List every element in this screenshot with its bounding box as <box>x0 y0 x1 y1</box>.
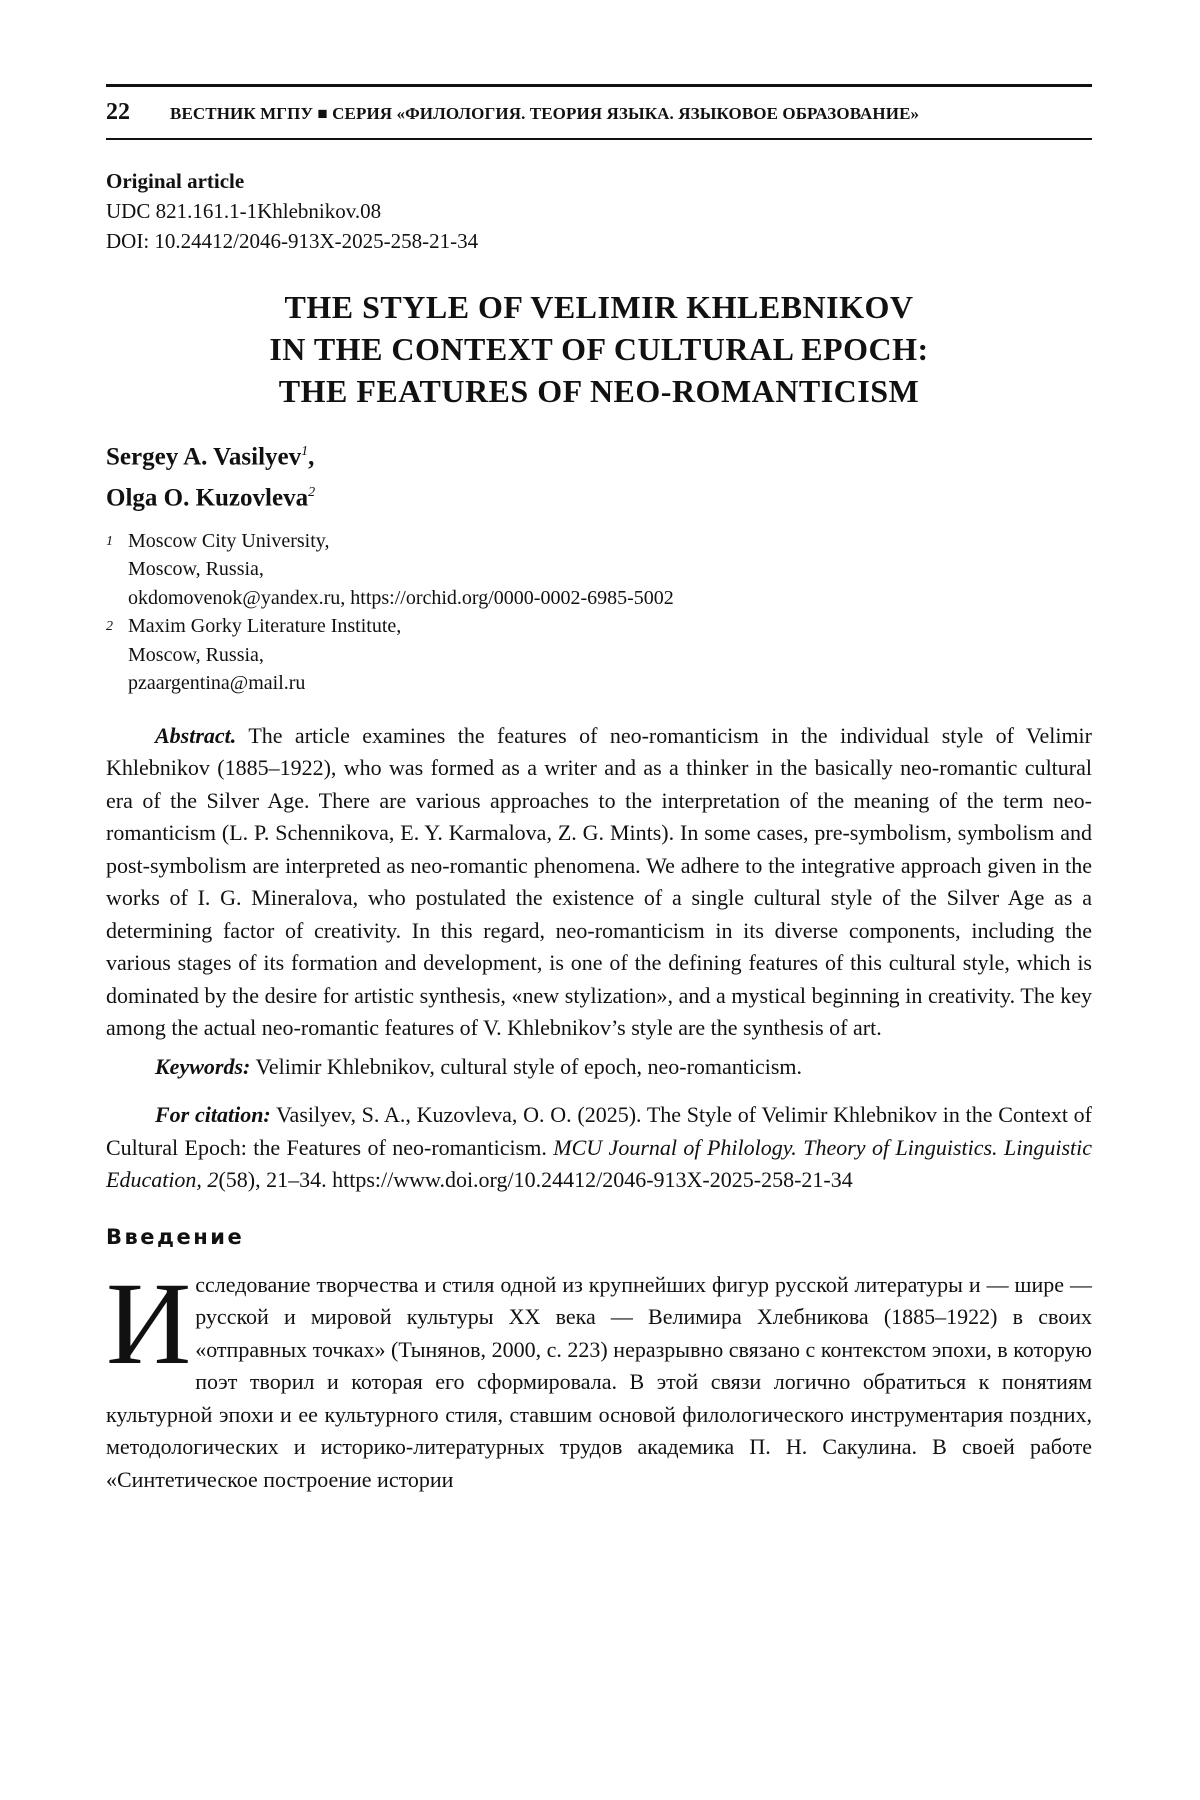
citation-text-end: (58), 21–34. https://www.doi.org/10.24412/2046-913X-2025-258-21-34 <box>218 1167 853 1193</box>
page-number: 22 <box>106 99 130 125</box>
affiliation-mark: 2 <box>106 619 113 635</box>
affiliation <box>106 612 1092 698</box>
title-line: THE STYLE OF VELIMIR KHLEBNIKOV <box>284 289 914 325</box>
author <box>106 434 1092 475</box>
author-separator: , <box>308 443 315 471</box>
affiliation-line: Moscow City University, <box>128 529 330 552</box>
affiliation-line: Moscow, Russia, <box>128 558 264 581</box>
article-title <box>106 286 1092 412</box>
affiliation-line: Moscow, Russia, <box>128 643 264 666</box>
author <box>106 475 1092 516</box>
affiliation-contact: pzaargentina@mail.ru <box>128 672 306 695</box>
header-rule-bottom <box>106 138 1092 140</box>
article-meta <box>106 166 1092 256</box>
affiliations <box>106 527 1092 698</box>
page <box>106 84 1092 1496</box>
abstract <box>106 720 1092 1045</box>
body-text: сследование творчества и стиля одной из крупнейших фигур русской литературы и — шире — русской и мировой культуры XX века — Велимира Хлебникова (1885–1922) в своих «отправных точках» (Тынянов, 2000, с. 223) неразрывно связано с контекстом эпохи, в которую поэт творил и которая его сформировала. В этой связи логично обратиться к понятиям культурной эпохи и ее культурного стиля, ставшим основой филологического инструментария поздних, методологических и историко-литературных трудов академика П. Н. Сакулина. В своей работе «Синтетическое построение истории <box>106 1271 1092 1492</box>
drop-cap: И <box>106 1257 192 1389</box>
body-paragraph <box>106 1257 1092 1497</box>
affiliation-line: Maxim Gorky Literature Institute, <box>128 615 402 638</box>
citation-journal: MCU Journal of Philology. Theory of Linguistics. Linguistic Education, 2 <box>106 1134 1092 1193</box>
authors <box>106 434 1092 517</box>
title-line: THE FEATURES OF NEO-ROMANTICISM <box>278 373 920 409</box>
abstract-label: Abstract. <box>155 722 237 748</box>
author-affiliation-mark: 1 <box>301 444 309 459</box>
affiliation-mark: 1 <box>106 533 113 549</box>
running-head <box>106 99 1092 126</box>
title-line: IN THE CONTEXT OF CULTURAL EPOCH: <box>269 331 929 367</box>
journal-name: ВЕСТНИК МГПУ ■ СЕРИЯ «ФИЛОЛОГИЯ. ТЕОРИЯ ЯЗЫКА. ЯЗЫКОВОЕ ОБРАЗОВАНИЕ» <box>170 104 920 123</box>
udc: UDC 821.161.1-1Khlebnikov.08 <box>106 199 382 223</box>
affiliation <box>106 527 1092 613</box>
abstract-text: The article examines the features of neo-romanticism in the individual style of Velimir Khlebnikov (1885–1922), who was formed as a writer and as a thinker in the basically neo-romantic cultural era of the Silver Age. There are various approaches to the interpretation of the meaning of the term neo-romanticism (L. P. Schennikova, E. Y. Karmalova, Z. G. Mints). In some cases, pre-symbolism, symbolism and post-symbolism are interpreted as neo-romantic phenomena. We adhere to the integrative approach given in the works of I. G. Mineralova, who postulated the existence of a single cultural style of the Silver Age as a determining factor of creativity. In this regard, neo-romanticism in its diverse components, including the various stages of its formation and development, is one of the defining features of this cultural style, which is dominated by the desire for artistic synthesis, «new stylization», and a mystical beginning in creativity. The key among the actual neo-romantic features of V. Khlebnikov’s style are the synthesis of art. <box>106 722 1092 1041</box>
article-type: Original article <box>106 169 245 193</box>
keywords-text: Velimir Khlebnikov, cultural style of epoch, neo-romanticism. <box>255 1053 803 1079</box>
affiliation-contact: okdomovenok@yandex.ru, https://orchid.org/0000-0002-6985-5002 <box>128 586 674 609</box>
header-rule-top <box>106 84 1092 87</box>
author-name: Olga O. Kuzovleva <box>106 484 309 512</box>
author-name: Sergey A. Vasilyev <box>106 443 302 471</box>
keywords-label: Keywords: <box>155 1053 251 1079</box>
citation-label: For citation: <box>155 1102 271 1128</box>
citation <box>106 1099 1092 1197</box>
citation-text: Vasilyev, S. A., Kuzovleva, O. O. (2025). The Style of Velimir Khlebnikov in the Context of Cultural Epoch: the Features of neo-romanticism. <box>106 1102 1092 1160</box>
doi: DOI: 10.24412/2046-913X-2025-258-21-34 <box>106 229 479 253</box>
keywords <box>106 1051 1092 1084</box>
author-affiliation-mark: 2 <box>308 485 316 501</box>
section-heading: Введение <box>106 1224 245 1249</box>
